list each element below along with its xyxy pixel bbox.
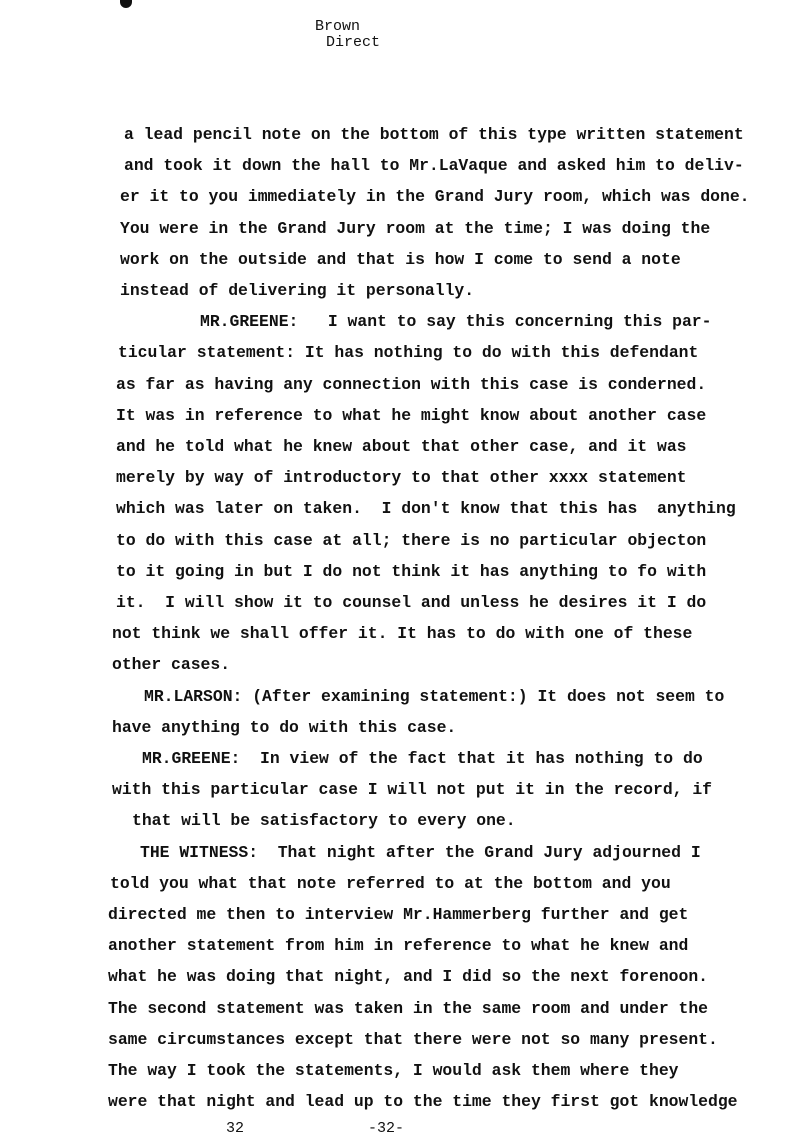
transcript-line: The second statement was taken in the same room and under the bbox=[108, 998, 708, 1018]
transcript-line: another statement from him in reference to what he knew and bbox=[108, 936, 689, 956]
transcript-line: work on the outside and that is how I come to send a note bbox=[120, 249, 681, 269]
transcript-line: a lead pencil note on the bottom of this type written statement bbox=[124, 125, 744, 144]
transcript-line: MR.GREENE: In view of the fact that it has nothing to do bbox=[142, 749, 703, 768]
transcript-line: ticular statement: It has nothing to do with this defendant bbox=[118, 343, 699, 363]
transcript-line: MR.GREENE: I want to say this concerning this par- bbox=[200, 312, 712, 332]
transcript-line: and he told what he knew about that other case, and it was bbox=[116, 437, 687, 456]
transcript-line: The way I took the statements, I would ask them where they bbox=[108, 1061, 679, 1080]
transcript-line: it. I will show it to counsel and unless he desires it I do bbox=[116, 593, 707, 612]
transcript-line: as far as having any connection with this case is conderned. bbox=[116, 374, 707, 394]
header-witness: Brown bbox=[315, 18, 361, 35]
transcript-line: instead of delivering it personally. bbox=[120, 281, 475, 300]
transcript-line: other cases. bbox=[112, 655, 231, 675]
transcript-line: to do with this case at all; there is no particular objecton bbox=[116, 530, 707, 550]
transcript-line: and took it down the hall to Mr.LaVaque and asked him to deliv- bbox=[124, 156, 744, 176]
transcript-line: er it to you immediately in the Grand Jury room, which was done. bbox=[120, 187, 750, 207]
transcript-line: what he was doing that night, and I did so the next forenoon. bbox=[108, 967, 708, 987]
transcript-line: merely by way of introductory to that other xxxx statement bbox=[116, 468, 687, 488]
transcript-line: that will be satisfactory to every one. bbox=[132, 811, 516, 831]
transcript-line: You were in the Grand Jury room at the time; I was doing the bbox=[120, 218, 711, 238]
transcript-line: not think we shall offer it. It has to do with one of these bbox=[112, 624, 693, 644]
header-examination: Direct bbox=[326, 34, 381, 51]
transcript-line: It was in reference to what he might know about another case bbox=[116, 405, 707, 425]
transcript-line: told you what that note referred to at the bottom and you bbox=[110, 873, 671, 893]
transcript-line: were that night and lead up to the time they first got knowledge bbox=[108, 1092, 738, 1112]
ink-blot bbox=[120, 0, 132, 8]
page-number-left: 32 bbox=[226, 1120, 245, 1137]
transcript-line: with this particular case I will not put it in the record, if bbox=[112, 780, 712, 800]
transcript-line: THE WITNESS: That night after the Grand Jury adjourned I bbox=[140, 842, 701, 862]
transcript-line: directed me then to interview Mr.Hammerberg further and get bbox=[108, 905, 689, 924]
transcript-line: to it going in but I do not think it has anything to fo with bbox=[116, 561, 707, 581]
transcript-line: have anything to do with this case. bbox=[112, 717, 457, 737]
transcript-line: which was later on taken. I don't know that this has anything bbox=[116, 499, 736, 519]
transcript-line: same circumstances except that there were not so many present. bbox=[108, 1029, 718, 1049]
transcript-line: MR.LARSON: (After examining statement:) It does not seem to bbox=[144, 686, 725, 706]
page-number-center: -32- bbox=[368, 1120, 405, 1137]
